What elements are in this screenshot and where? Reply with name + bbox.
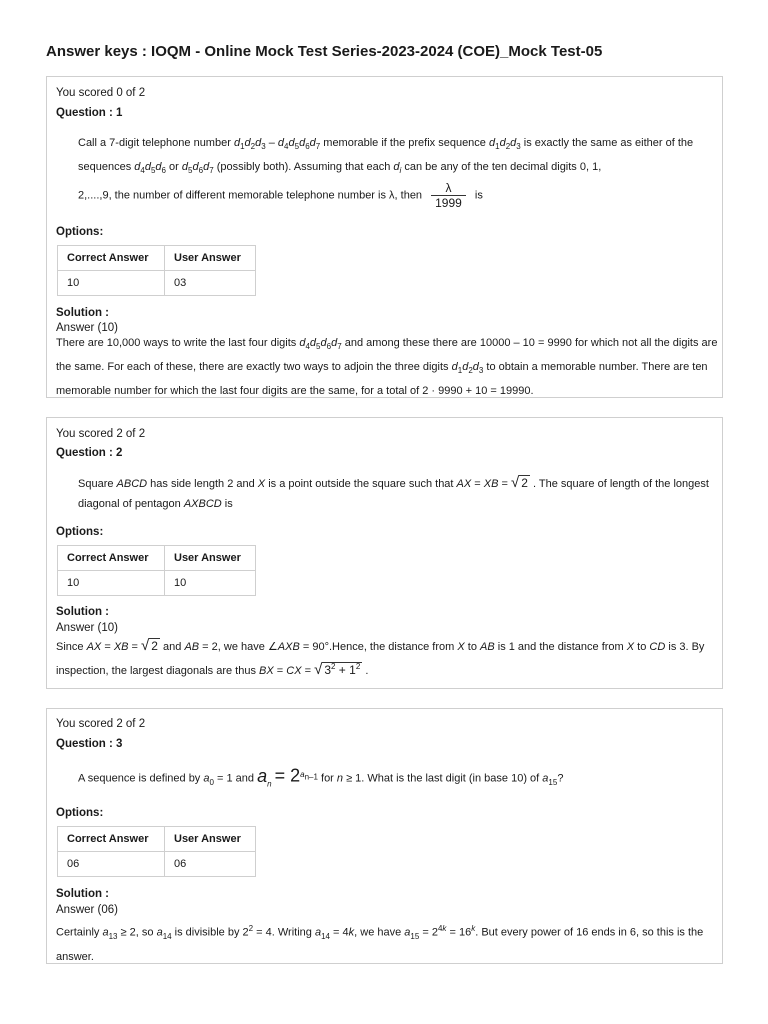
question-label: Question : 1 — [56, 107, 123, 119]
score-text: You scored 2 of 2 — [56, 718, 146, 730]
question-text: Square ABCD has side length 2 and X is a point outside the square such that AX = XB = √ 2 . The square of length of the longest diagonal of pentagon AXBCD is — [78, 474, 709, 510]
solution-label: Solution : — [56, 307, 110, 319]
question-label: Question : 3 — [56, 738, 123, 750]
solution-answer: Answer (10) — [56, 622, 118, 634]
question-card-3 — [46, 708, 723, 964]
question-text: Call a 7-digit telephone number $d_1d_2d_3 - d_4d_5d_6d_7$ memorable if the prefix sequence $d_1d_2d_3$ is exactly the same as either of the sequences $d_4d_5d_6$ or $d_5d_6d_7$ (possibly both). Assuming that each $d_i$ can be any of the ten decimal digits 0, 1, 2,....,9, the number of different memorable telephone number is λ, then $\frac{\lambda}{1999}$ is — [78, 137, 694, 211]
correct-answer-header: Correct Answer — [58, 546, 165, 571]
correct-answer-value: 06 — [58, 852, 165, 877]
answer-table — [57, 826, 256, 877]
user-answer-header: User Answer — [165, 827, 256, 852]
correct-answer-header: Correct Answer — [58, 246, 165, 271]
correct-answer-header: Correct Answer — [58, 827, 165, 852]
user-answer-header: User Answer — [165, 246, 256, 271]
question-label: Question : 2 — [56, 447, 123, 459]
fraction-lambda-1999: $\frac{\lambda}{1999}$ — [431, 181, 466, 210]
solution-text: There are 10,000 ways to write the last four digits $d_4d_5d_6d_7$ and among these there are 10000 – 10 = 9990 for which not all the digits are the same. For each of these, there are exactly two ways to adjoin the three digits $d_1d_2d_3$ to obtain a memorable number. There are ten memorable number for which the last four digits are the same, for a total of 2 · 9990 + 10 = 19990. — [56, 337, 718, 398]
correct-answer-value: 10 — [58, 271, 165, 296]
solution-text: Since AX = XB = √ 2 and AB = 2, we have ∠AXB = 90°.Hence, the distance from X to AB is 1 and the distance from X to CD is 3. By inspection, the largest diagonals are thus BX = CX = √ $3^2 + 1^2$ . — [56, 637, 705, 678]
answer-table — [57, 545, 256, 596]
question-card-2 — [46, 417, 723, 689]
score-text: You scored 2 of 2 — [56, 428, 146, 440]
question-card-1 — [46, 76, 723, 398]
user-answer-header: User Answer — [165, 546, 256, 571]
solution-label: Solution : — [56, 606, 110, 618]
options-label: Options: — [56, 226, 104, 238]
user-answer-value: 06 — [165, 852, 256, 877]
solution-label: Solution : — [56, 888, 110, 900]
answer-table — [57, 245, 256, 296]
solution-text: Certainly $a_{13} \ge 2$, so $a_{14}$ is divisible by $2^2 = 4$. Writing $a_{14} = 4k$, we have $a_{15} = 2^{4k} = 16^k$. But every power of 16 ends in 6, so this is the answer. — [56, 924, 704, 963]
page-title: Answer keys : IOQM - Online Mock Test Series-2023-2024 (COE)_Mock Test-05 — [46, 43, 603, 60]
solution-answer: Answer (06) — [56, 904, 118, 916]
correct-answer-value: 10 — [58, 571, 165, 596]
options-label: Options: — [56, 526, 104, 538]
user-answer-value: 10 — [165, 571, 256, 596]
solution-answer: Answer (10) — [56, 322, 118, 334]
options-label: Options: — [56, 807, 104, 819]
user-answer-value: 03 — [165, 271, 256, 296]
score-text: You scored 0 of 2 — [56, 87, 146, 99]
question-text: A sequence is defined by $a_0 = 1$ and $a_n = 2^{a_{n-1}}$ for n ≥ 1. What is the last digit (in base 10) of $a_{15}$? — [78, 765, 564, 789]
